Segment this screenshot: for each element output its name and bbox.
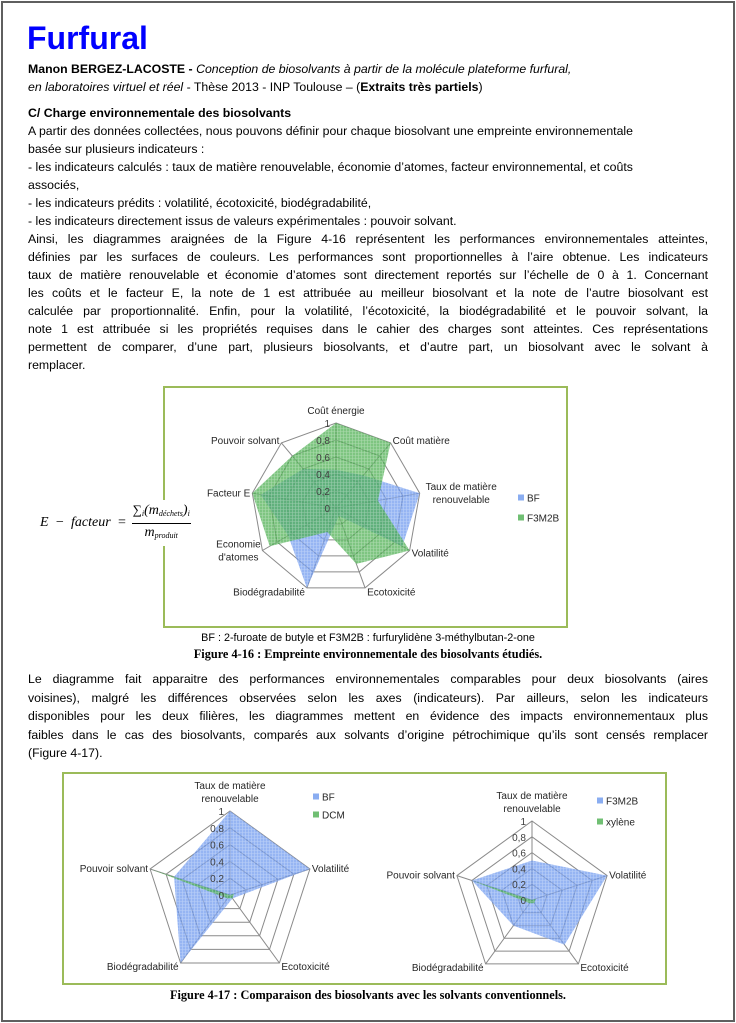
axis-label-volatilite: Volatilité [411,548,449,560]
thesis-meta: - Thèse 2013 - INP Toulouse – ( [183,80,361,94]
figure-4-16-caption: Figure 4-16 : Empreinte environnementale des biosolvants étudiés. [193,647,543,661]
sum-index: i [141,509,145,518]
e-factor-formula [38,500,193,546]
text-line: basée sur plusieurs indicateurs : [28,142,205,156]
text-line: A partir des données collectées, nous pouvons définir pour chaque biosolvant une empreinte environnementale [28,124,633,138]
list-item: - les indicateurs directement issus de valeurs expérimentales : pouvoir solvant. [28,214,457,228]
legend-label: BF [527,493,540,505]
chart-legend [518,494,560,525]
author-name: Manon BERGEZ-LACOSTE - [28,62,197,76]
tick-label: 0,6 [316,453,330,464]
tick-label: 0,6 [210,840,224,852]
chart-legend [597,797,639,829]
tick-label: 0,8 [210,823,224,835]
axis-label-cout-energie: Coût énergie [307,406,365,417]
denominator-m: m [144,525,155,540]
thesis-title-part-2: en laboratoires virtuel et réel [28,80,184,94]
axis-label-taux-de-matiere-renouvelable: Taux de matière renouvelable [496,791,568,815]
list-item: - les indicateurs calculés : taux de matière renouvelable, économie d’atomes, facteur environnemental, et coûts [28,160,633,174]
numerator-open: (m [144,503,159,518]
text-line: (Figure 4-17). [28,746,103,760]
legend-swatch [597,819,603,825]
text-line: définies par les surfaces de couleurs. Les performances sont proportionnelles à l’aire obtenue. Les indicateurs [28,250,708,264]
figure-4-16-chart-frame [163,386,568,628]
tick-label: 0,2 [512,880,526,892]
excerpt-note: Extraits très partiels [360,80,479,94]
text-line: Ainsi, les diagrammes araignées de la Figure 4-16 représentent les performances environnementales atteintes, [28,232,708,246]
text-line: voisines), malgré les différences observées selon les axes (indicateurs). Par ailleurs, selon les indicateurs [28,690,708,705]
citation-line-1 [28,60,571,78]
axis-label-ecotoxicite: Ecotoxicité [580,963,629,975]
axis-label-pouvoir-solvant: Pouvoir solvant [79,863,149,875]
citation-line-2 [28,78,483,96]
close-paren: ) [478,80,483,94]
text-line: les coûts et le facteur E, la note de 1 est attribuée au meilleur biosolvant et la note de l’autre biosolvant est [28,286,708,300]
formula-denominator [145,524,178,544]
axis-label-pouvoir-solvant: Pouvoir solvant [211,435,280,447]
tick-label: 0,4 [210,857,224,869]
thesis-title-part-1: Conception de biosolvants à partir de la molécule plateforme furfural, [196,62,572,76]
axis-label-volatilite: Volatilité [609,870,647,882]
axis-label-pouvoir-solvant: Pouvoir solvant [386,870,455,882]
denominator-subscript: produit [154,531,178,540]
document-title: Furfural [27,20,148,56]
text-line: note 1 est attribuée si les propriétés requises dans le cahier des charges sont atteintes. Ces représentations [28,322,708,336]
legend-item-f3m2b [597,797,639,808]
legend-label: xylène [606,817,635,829]
legend-swatch [518,515,524,521]
text-line: calculée par proportionnalité. Enfin, pour la volatilité, l’écotoxicité, la biodégradabilité et le pouvoir solvant, la [28,304,708,318]
formula-lhs: E − facteur = [40,515,127,530]
legend-label: BF [322,792,335,804]
axis-label-facteur-e: Facteur E [206,488,251,500]
tick-label: 0,8 [512,832,526,844]
tick-label: 0,2 [316,487,330,498]
legend-label: F3M2B [606,796,639,808]
legend-label: DCM [322,810,345,822]
tick-label: 0,4 [316,470,330,481]
numerator-subscript: déchets [158,509,183,518]
text-line: remplacer. [28,358,86,372]
paragraph-comparison [28,670,708,763]
numerator-index: i [187,509,190,518]
axis-label-cout-matiere: Coût matière [392,435,450,447]
tick-label: 0,8 [316,436,330,447]
radar-chart-f3m2b-vs-xylene [62,772,667,985]
text-line: faibles dans le cas des biosolvants, comparés aux solvants d’origine pétrochimique qu’ils sont censés remplacer [28,727,708,742]
axis-label-taux-de-matiere-renouvelable: Taux de matière renouvelable [194,781,266,805]
axis-label-volatilite: Volatilité [311,863,350,875]
tick-label: 0,4 [512,864,526,876]
text-line: permettent de comparer, d’une part, plusieurs biosolvants, et d’autre part, un biosolvant avec le solvant à [28,340,708,354]
tick-label: 0 [218,891,224,902]
figure-4-17-caption: Figure 4-17 : Comparaison des biosolvants avec les solvants conventionnels. [169,988,567,1002]
tick-label: 1 [324,419,330,430]
legend-label: F3M2B [527,513,560,525]
text-line: taux de matière renouvelable et économie d’atomes sont directement reportés sur l’échelle de 0 à 1. Concernant [28,268,708,282]
numerator-close: ) [182,503,188,518]
tick-label: 1 [218,807,224,818]
legend-item-xylene [597,818,635,829]
figure-4-17-chart-frame [62,772,667,985]
radar-chart-biosolvants [163,386,568,628]
axis-label-biodegradabilite: Biodégradabilité [233,587,305,599]
list-item: - les indicateurs prédits : volatilité, écotoxicité, biodégradabilité, [28,196,372,210]
paragraph-indicators [28,122,708,374]
legend-item-bf [518,494,540,505]
tick-label: 1 [520,817,526,828]
sum-symbol: ∑ [132,502,142,517]
axis-label-economie-d-atomes: Economie d'atomes [216,539,261,564]
text-line: Le diagramme fait apparaitre des performances environnementales comparables pour deux biosolvants (aires [28,672,708,686]
text-line: disponibles pour les deux filières, les diagrammes mettent en évidence des impacts environnementaux plus [28,709,708,723]
axis-label-biodegradabilite: Biodégradabilité [106,962,179,974]
figure-4-16-legend-note: BF : 2-furoate de butyle et F3M2B : furfurylidène 3-méthylbutan-2-one [201,632,535,644]
legend-item-f3m2b [518,514,560,525]
axis-label-biodegradabilite: Biodégradabilité [411,963,484,975]
axis-label-ecotoxicite: Ecotoxicité [367,587,416,599]
axis-label-ecotoxicite: Ecotoxicité [281,962,330,974]
formula-numerator [132,502,191,524]
legend-swatch [518,495,524,501]
formula-fraction [132,502,191,544]
section-heading: C/ Charge environnementale des biosolvants [28,106,292,120]
tick-label: 0 [324,504,330,515]
legend-swatch [597,798,603,804]
tick-label: 0,6 [512,848,526,860]
tick-label: 0,2 [210,874,224,886]
tick-label: 0 [520,896,526,907]
axis-label-taux-de-matiere-renouvelable: Taux de matière renouvelable [425,482,497,507]
list-item-continuation: associés, [28,178,80,192]
